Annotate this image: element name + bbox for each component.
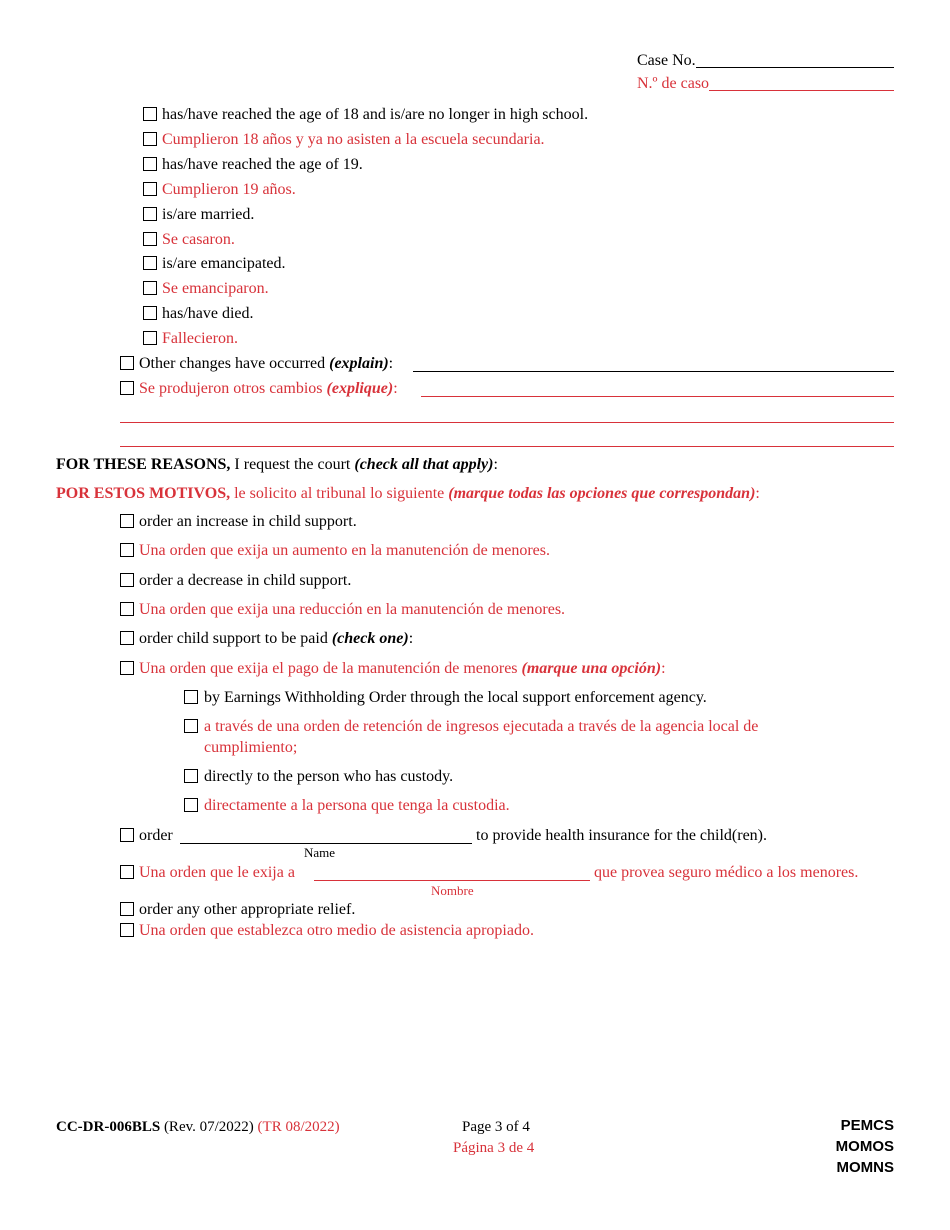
- footer-code-2: MOMOS: [835, 1138, 894, 1155]
- request-decrease: order a decrease in child support.: [139, 572, 352, 589]
- reason-age-18: has/have reached the age of 18 and is/are no longer in high school.: [162, 106, 589, 123]
- request-other-relief: order any other appropriate relief.: [139, 901, 356, 918]
- checkbox-age-18-es[interactable]: [143, 132, 157, 146]
- reason-age-19-es: Cumplieron 19 años.: [162, 181, 296, 198]
- checkbox-married-es[interactable]: [143, 232, 157, 246]
- checkbox-direct-es[interactable]: [184, 798, 198, 812]
- checkbox-ewo-es[interactable]: [184, 719, 198, 733]
- other-changes-field-line-2[interactable]: [120, 422, 894, 423]
- option-direct: directly to the person who has custody.: [204, 768, 454, 785]
- checkbox-decrease-es[interactable]: [120, 602, 134, 616]
- insurance-suffix-es: que provea seguro médico a los menores.: [594, 864, 859, 881]
- case-no-label-es: N.º de caso: [637, 75, 710, 92]
- form-id: CC-DR-006BLS (Rev. 07/2022) (TR 08/2022): [56, 1119, 340, 1135]
- checkbox-other-relief-es[interactable]: [120, 923, 134, 937]
- reason-died: has/have died.: [162, 305, 254, 322]
- name-label-es: Nombre: [431, 883, 474, 898]
- reason-age-18-es: Cumplieron 18 años y ya no asisten a la escuela secundaria.: [162, 131, 545, 148]
- checkbox-died-es[interactable]: [143, 331, 157, 345]
- insurance-prefix-es: Una orden que le exija a: [139, 864, 295, 881]
- checkbox-direct[interactable]: [184, 769, 198, 783]
- case-no-field-es[interactable]: [709, 90, 894, 91]
- reason-emancipated-es: Se emanciparon.: [162, 280, 269, 297]
- checkbox-decrease[interactable]: [120, 573, 134, 587]
- reason-married: is/are married.: [162, 206, 255, 223]
- checkbox-other-changes-es[interactable]: [120, 381, 134, 395]
- other-changes-label: Other changes have occurred (explain):: [139, 355, 394, 372]
- option-ewo-es-line2: cumplimiento;: [204, 739, 298, 756]
- option-ewo-es-line1: a través de una orden de retención de ingresos ejecutada a través de la agencia local de: [204, 718, 759, 735]
- other-changes-field-es[interactable]: [421, 396, 894, 397]
- reason-age-19: has/have reached the age of 19.: [162, 156, 363, 173]
- checkbox-emancipated[interactable]: [143, 256, 157, 270]
- page-number-es: Página 3 de 4: [453, 1140, 535, 1156]
- request-paid-es: Una orden que exija el pago de la manutención de menores (marque una opción):: [139, 660, 666, 677]
- checkbox-age-19[interactable]: [143, 157, 157, 171]
- checkbox-paid-es[interactable]: [120, 661, 134, 675]
- checkbox-increase[interactable]: [120, 514, 134, 528]
- case-no-field[interactable]: [696, 67, 894, 68]
- insurance-suffix: to provide health insurance for the child(ren).: [476, 827, 767, 844]
- reason-married-es: Se casaron.: [162, 231, 235, 248]
- reason-emancipated: is/are emancipated.: [162, 255, 286, 272]
- request-decrease-es: Una orden que exija una reducción en la manutención de menores.: [139, 601, 566, 618]
- checkbox-age-18[interactable]: [143, 107, 157, 121]
- checkbox-paid[interactable]: [120, 631, 134, 645]
- footer-code-3: MOMNS: [836, 1159, 894, 1176]
- for-these-reasons-heading: FOR THESE REASONS, I request the court (check all that apply):: [56, 456, 498, 473]
- case-no-label: Case No.: [637, 52, 696, 69]
- checkbox-married[interactable]: [143, 207, 157, 221]
- request-paid: order child support to be paid (check one):: [139, 630, 414, 647]
- other-changes-label-es: Se produjeron otros cambios (explique):: [139, 380, 398, 397]
- insurance-prefix: order: [139, 827, 173, 844]
- checkbox-increase-es[interactable]: [120, 543, 134, 557]
- name-label: Name: [304, 845, 336, 860]
- checkbox-died[interactable]: [143, 306, 157, 320]
- request-increase-es: Una orden que exija un aumento en la manutención de menores.: [139, 542, 550, 559]
- checkbox-other-relief[interactable]: [120, 902, 134, 916]
- checkbox-insurance[interactable]: [120, 828, 134, 842]
- checkbox-age-19-es[interactable]: [143, 182, 157, 196]
- checkbox-ewo[interactable]: [184, 690, 198, 704]
- page-number: Page 3 of 4: [462, 1119, 530, 1135]
- for-these-reasons-heading-es: POR ESTOS MOTIVOS, le solicito al tribunal lo siguiente (marque todas las opciones que correspondan):: [56, 485, 760, 502]
- insurance-name-field-es[interactable]: [314, 880, 590, 881]
- checkbox-other-changes[interactable]: [120, 356, 134, 370]
- checkbox-emancipated-es[interactable]: [143, 281, 157, 295]
- other-changes-field-line-3[interactable]: [120, 446, 894, 447]
- option-direct-es: directamente a la persona que tenga la custodia.: [204, 797, 510, 814]
- option-ewo: by Earnings Withholding Order through the local support enforcement agency.: [204, 689, 707, 706]
- insurance-name-field[interactable]: [180, 843, 472, 844]
- request-increase: order an increase in child support.: [139, 513, 357, 530]
- footer-code-1: PEMCS: [840, 1117, 894, 1134]
- reason-died-es: Fallecieron.: [162, 330, 238, 347]
- checkbox-insurance-es[interactable]: [120, 865, 134, 879]
- other-changes-field[interactable]: [413, 371, 894, 372]
- request-other-relief-es: Una orden que establezca otro medio de asistencia apropiado.: [139, 922, 534, 939]
